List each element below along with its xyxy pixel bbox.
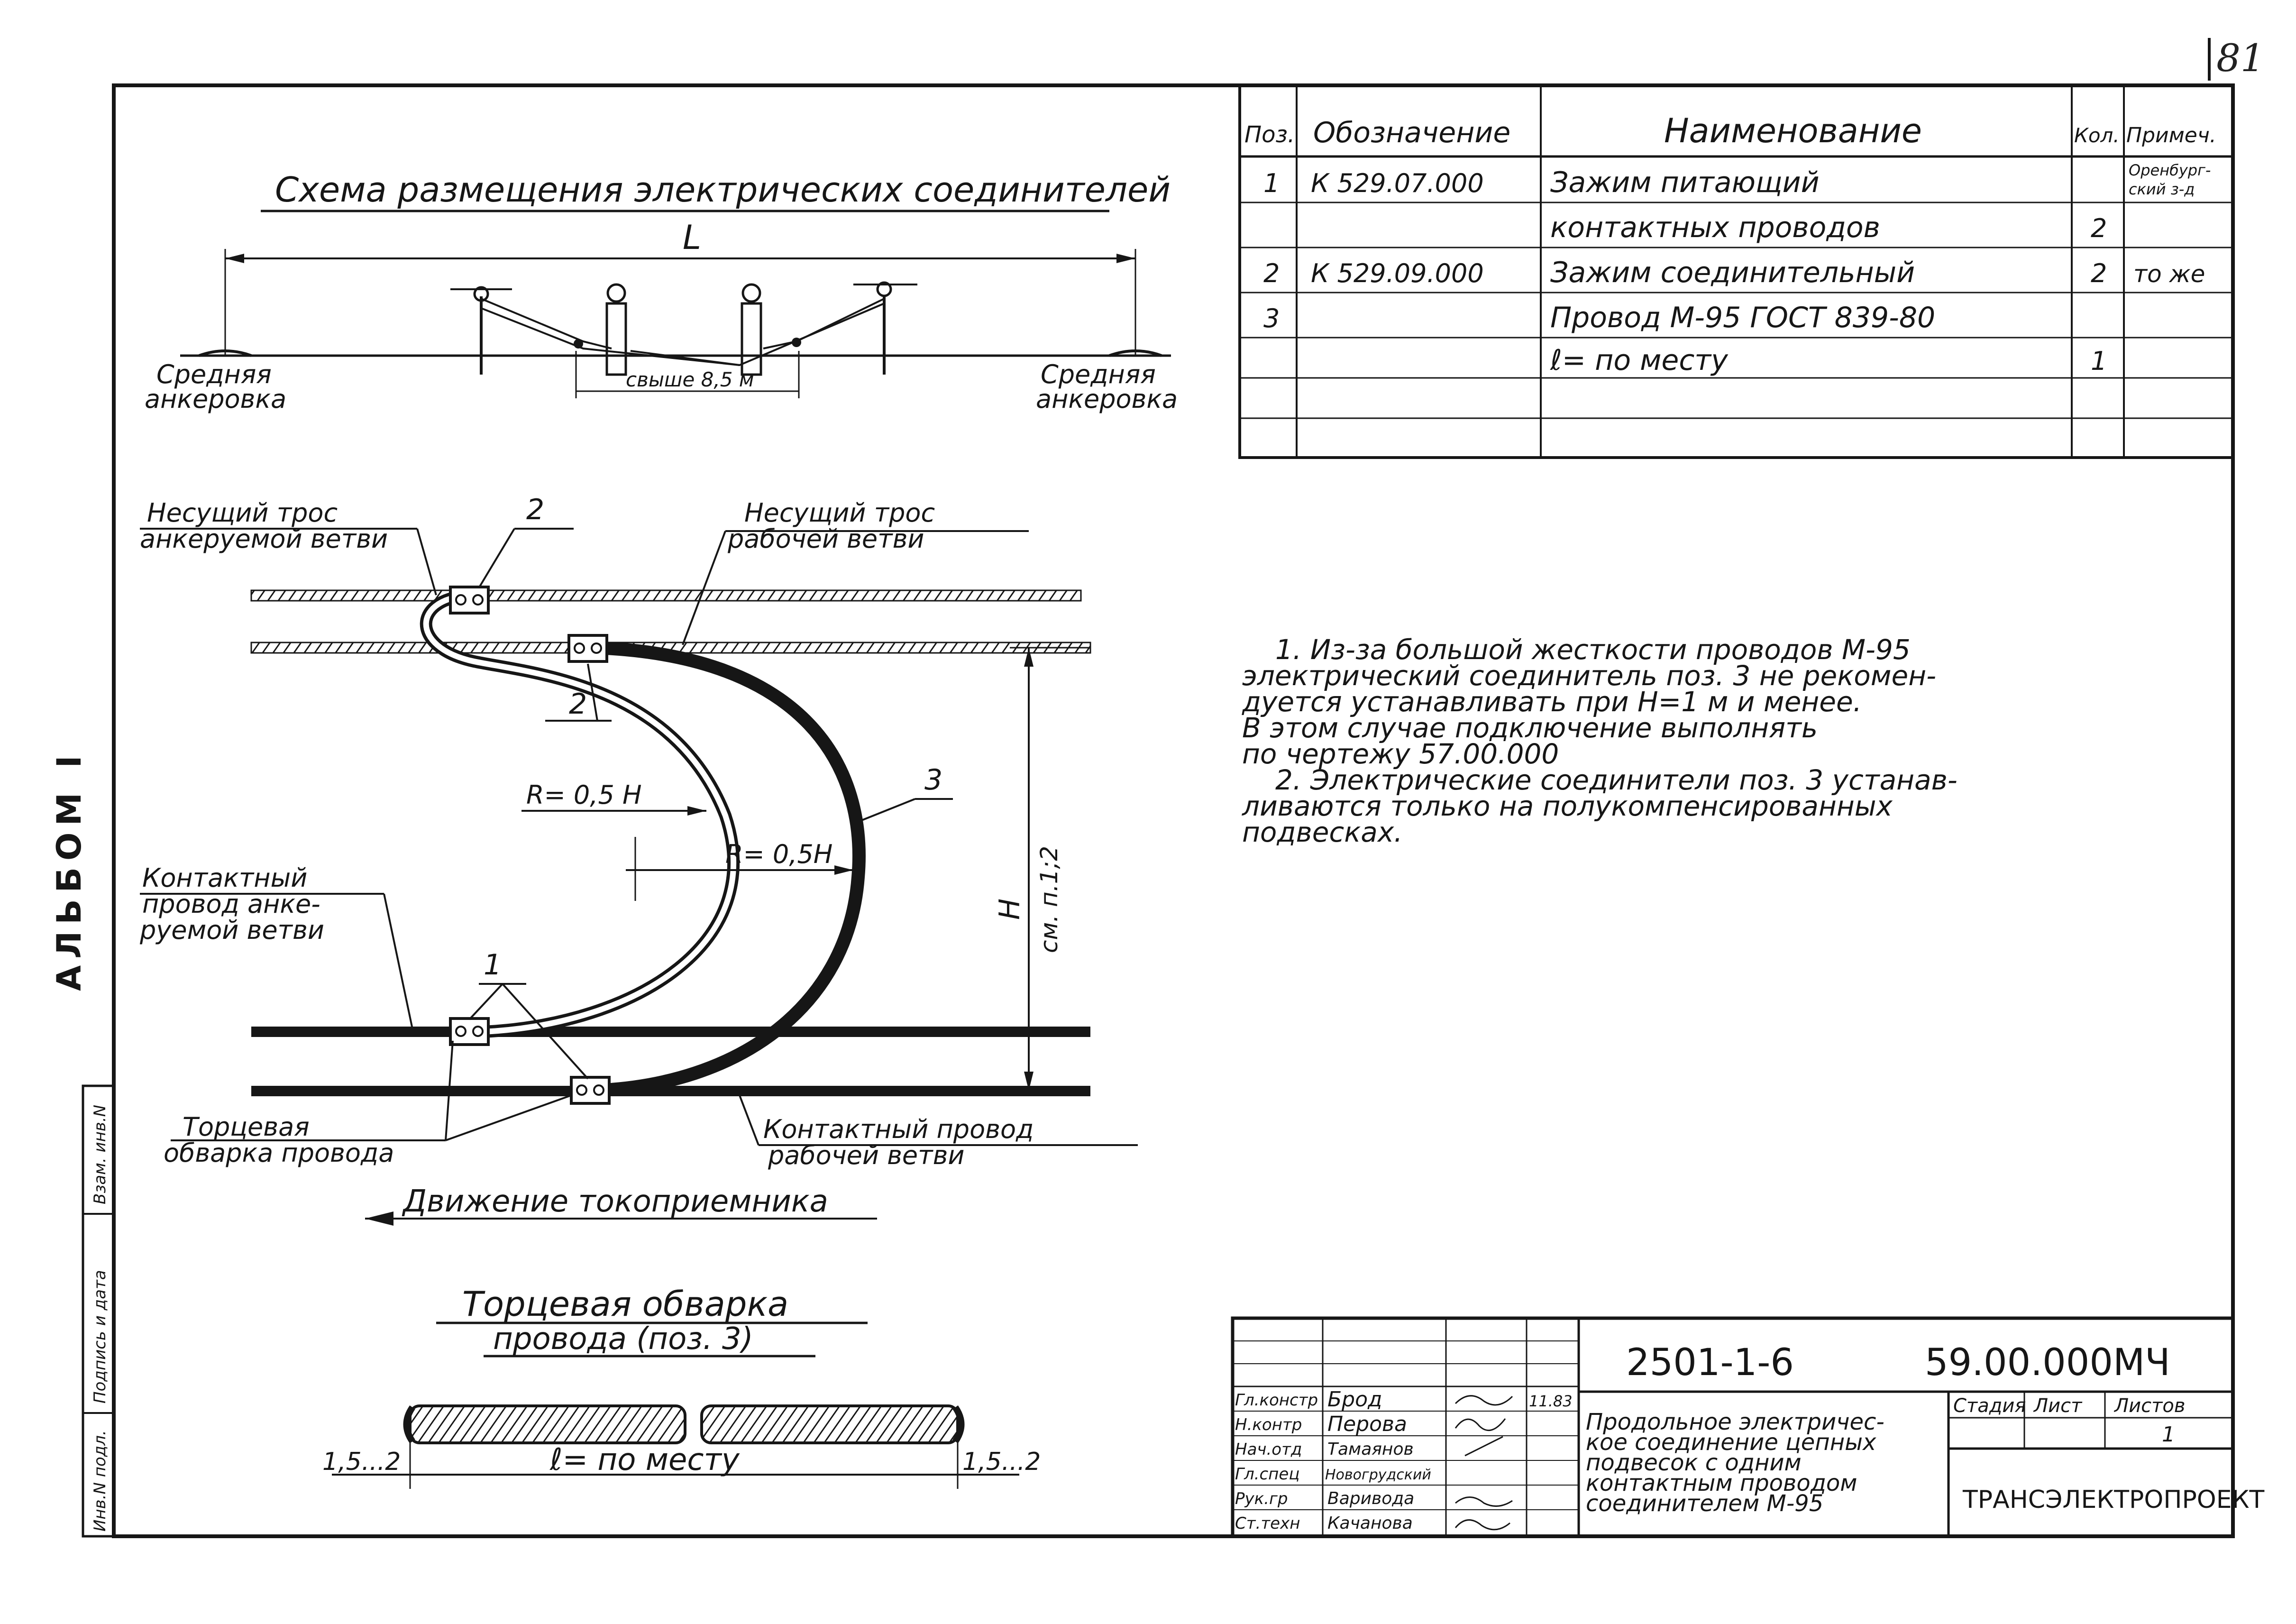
title-line-5: соединителем М-95 — [1586, 1490, 1824, 1517]
row1-note-b: ский з-д — [2129, 180, 2195, 198]
layout-title: Схема размещения электрических соединителей — [275, 170, 1171, 210]
detail-title-2: провода (поз. 3) — [493, 1321, 753, 1357]
spec-table — [1240, 85, 2233, 458]
label-contact-work-2: рабочей ветви — [768, 1140, 965, 1170]
title-line-2: кое соединение цепных — [1586, 1429, 1876, 1456]
label-pos1: 1 — [484, 948, 502, 982]
note-line-4: В этом случае подключение выполнять — [1242, 712, 1818, 744]
name-2: Перова — [1327, 1412, 1407, 1436]
col-pos: Поз. — [1244, 121, 1295, 148]
role-2: Н.контр — [1235, 1415, 1302, 1434]
detail-wire-right — [702, 1406, 958, 1443]
dim-L: L — [683, 218, 701, 257]
clamp-top-1 — [450, 587, 488, 613]
label-radius-1: R= 0,5 Н — [526, 780, 642, 810]
role-3: Нач.отд — [1235, 1440, 1302, 1459]
left-anchor-line1: Средняя — [156, 359, 272, 389]
row5-qty: 1 — [2091, 346, 2107, 376]
row1-code: К 529.07.000 — [1311, 168, 1484, 198]
dim-distance: свыше 8,5 м — [626, 368, 754, 391]
detail-title-1: Торцевая обварка — [462, 1284, 789, 1324]
row1-pos: 1 — [1263, 168, 1280, 198]
col-note: Примеч. — [2126, 123, 2216, 147]
sheet-number — [2209, 36, 2265, 81]
col-qty: Кол. — [2074, 124, 2120, 147]
note-line-3: дуется устанавливать при Н=1 м и менее. — [1242, 686, 1862, 718]
label-contact-anchor-1: Контактный — [142, 863, 308, 893]
detail-right-dim: 1,5...2 — [962, 1448, 1041, 1476]
row4-name: Провод М-95 ГОСТ 839-80 — [1550, 301, 1936, 334]
row5-name: ℓ= по месту — [1550, 344, 1728, 377]
note-line-6: 2. Электрические соединители поз. 3 устанав- — [1275, 764, 1958, 796]
role-1: Гл.констр — [1235, 1391, 1318, 1410]
name-3: Тамаянов — [1327, 1440, 1414, 1459]
label-carrier-anchor-2: анкеруемой ветви — [140, 524, 388, 554]
name-4: Новогрудский — [1325, 1467, 1431, 1483]
right-anchor-line1: Средняя — [1041, 359, 1156, 389]
row1-name: Зажим питающий — [1550, 166, 1820, 199]
note-line-1: 1. Из-за большой жесткости проводов М-95 — [1275, 633, 1911, 666]
row3-note: то же — [2133, 260, 2205, 288]
note-line-8: подвесках. — [1242, 816, 1403, 848]
album-code: 2501-1-6 — [1626, 1341, 1794, 1384]
sheets-label: Листов — [2114, 1395, 2186, 1417]
label-carrier-anchor-1: Несущий трос — [147, 498, 338, 528]
label-pos2-top: 2 — [526, 493, 545, 526]
row3-pos: 2 — [1263, 258, 1280, 288]
notes — [1242, 633, 1958, 848]
role-5: Рук.гр — [1235, 1489, 1288, 1508]
detail-length: ℓ= по месту — [550, 1442, 740, 1477]
label-height-ref: см. п.1;2 — [1035, 845, 1063, 953]
label-carrier-work-2: рабочей ветви — [728, 524, 924, 554]
detail-left-dim: 1,5...2 — [322, 1448, 401, 1476]
label-contact-work-1: Контактный провод — [763, 1114, 1034, 1144]
row3-code: К 529.09.000 — [1311, 258, 1484, 288]
col-code: Обозначение — [1313, 116, 1511, 149]
row4-pos: 3 — [1263, 303, 1280, 333]
label-contact-anchor-3: руемой ветви — [140, 915, 324, 945]
note-line-2: электрический соединитель поз. 3 не рекомен- — [1242, 660, 1937, 692]
role-6: Ст.техн — [1235, 1514, 1300, 1533]
row3-qty: 2 — [2091, 258, 2107, 288]
name-5: Варивода — [1327, 1489, 1415, 1508]
album-label: АЛЬБОМ I — [50, 749, 89, 991]
doc-code: 59.00.000МЧ — [1925, 1341, 2170, 1384]
label-end-weld-2: обварка провода — [164, 1138, 394, 1168]
note-line-5: по чертежу 57.00.000 — [1242, 738, 1559, 770]
contact-work-wire — [251, 1086, 1090, 1096]
row1-note-a: Оренбург- — [2129, 161, 2211, 179]
title-line-4: контактным проводом — [1586, 1470, 1857, 1496]
label-motion: Движение токоприемника — [403, 1184, 828, 1219]
col-name: Наименование — [1664, 111, 1922, 150]
label-contact-anchor-2: провод анке- — [142, 889, 320, 919]
left-anchor-line2: анкеровка — [145, 384, 287, 414]
org-name: ТРАНСЭЛЕКТРОПРОЕКТ — [1963, 1486, 2265, 1514]
title-line-3: подвесок с одним — [1586, 1450, 1802, 1476]
name-6: Качанова — [1327, 1514, 1413, 1533]
clamp-bottom-1 — [450, 1018, 488, 1045]
label-end-weld-1: Торцевая — [183, 1112, 310, 1142]
detail-wire-left — [410, 1406, 685, 1443]
carrier-anchor-wire — [251, 590, 1081, 601]
date: 11.83 — [1529, 1392, 1573, 1410]
right-anchor-line2: анкеровка — [1036, 384, 1178, 414]
signature-3 — [1465, 1437, 1503, 1456]
row2-qty: 2 — [2091, 213, 2107, 243]
stage-label: Стадия — [1953, 1395, 2026, 1417]
title-line-1: Продольное электричес- — [1586, 1409, 1884, 1435]
row2-name: контактных проводов — [1550, 211, 1880, 244]
stamp-replace-inv: Взам. инв.N — [91, 1104, 110, 1204]
stamp-inv-podl: Инв.N подл. — [91, 1430, 110, 1532]
signature-6 — [1455, 1520, 1510, 1530]
layout-scheme — [145, 170, 1178, 414]
name-1: Брод — [1327, 1387, 1382, 1412]
row3-name: Зажим соединительный — [1550, 256, 1915, 289]
signature-2 — [1455, 1419, 1505, 1431]
label-pos3: 3 — [924, 763, 943, 797]
signature-1 — [1455, 1396, 1512, 1405]
note-line-7: ливаются только на полукомпенсированных — [1242, 790, 1893, 822]
detail-end-weld — [322, 1284, 1041, 1489]
role-4: Гл.спец — [1235, 1465, 1300, 1484]
label-height: Н — [993, 898, 1026, 920]
clamp-bottom-2 — [571, 1077, 609, 1103]
sheets-value: 1 — [2162, 1422, 2175, 1447]
label-pos2-bottom: 2 — [569, 688, 587, 721]
label-carrier-work-1: Несущий трос — [744, 498, 935, 528]
sheet-label: Лист — [2034, 1395, 2082, 1417]
side-stamp — [83, 1086, 114, 1536]
signature-5 — [1455, 1497, 1512, 1506]
label-radius-2: R= 0,5Н — [725, 839, 833, 869]
stamp-signature-date: Подпись и дата — [91, 1270, 110, 1404]
sheet-number-text: 81 — [2216, 36, 2265, 80]
contact-anchor-wire — [251, 1027, 1090, 1037]
title-block — [1233, 1318, 2265, 1536]
main-drawing — [139, 493, 1138, 1226]
clamp-top-2 — [569, 635, 607, 661]
